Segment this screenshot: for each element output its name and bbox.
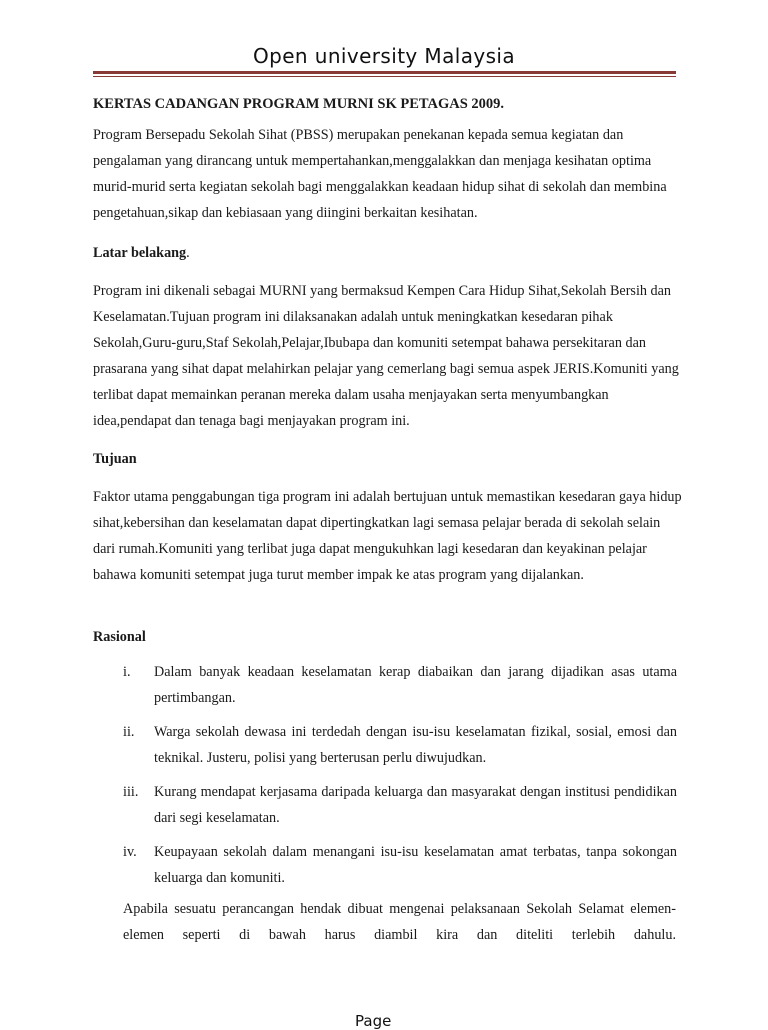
header-rule-thick	[93, 71, 676, 74]
list-item	[93, 839, 677, 891]
rasional-list	[93, 659, 677, 899]
list-item-number: i.	[123, 664, 131, 680]
list-item-text: Warga sekolah dewasa ini terdedah dengan isu-isu keselamatan fizikal, sosial, emosi dan teknikal. Justeru, polisi yang berterusan perlu diwujudkan.	[154, 724, 677, 766]
closing-paragraph: Apabila sesuatu perancangan hendak dibuat mengenai pelaksanaan Sekolah Selamat elemen-elemen seperti di bawah harus diambil kira dan diteliti terlebih dahulu.	[123, 901, 676, 943]
document-title: KERTAS CADANGAN PROGRAM MURNI SK PETAGAS 2009.	[93, 96, 505, 112]
header-rule-thin	[93, 76, 676, 77]
list-item	[93, 779, 677, 831]
list-item-text: Keupayaan sekolah dalam menangani isu-isu keselamatan amat terbatas, tanpa sokongan keluarga dan komuniti.	[154, 844, 677, 886]
list-item-text: Dalam banyak keadaan keselamatan kerap diabaikan dan jarang dijadikan asas utama pertimbangan.	[154, 664, 677, 706]
tujuan-paragraph: Faktor utama penggabungan tiga program ini adalah bertujuan untuk memastikan kesedaran gaya hidup sihat,kebersihan dan keselamatan dapat dipertingkatkan lagi semasa pelajar berada di sekolah selain dari rumah.Komuniti yang terlibat juga dapat mengukuhkan lagi kesedaran dan keyakinan pelajar bahawa komuniti setempat juga turut member impak ke atas program yang dijalankan.	[93, 489, 682, 583]
page-footer-label: Page	[355, 1012, 392, 1030]
latar-belakang-heading-period: .	[186, 245, 190, 261]
tujuan-heading: Tujuan	[93, 451, 137, 467]
rasional-heading: Rasional	[93, 629, 146, 645]
list-item-text: Kurang mendapat kerjasama daripada keluarga dan masyarakat dengan institusi pendidikan dari segi keselamatan.	[154, 784, 677, 826]
page-header-title: Open university Malaysia	[252, 44, 516, 68]
intro-paragraph: Program Bersepadu Sekolah Sihat (PBSS) merupakan penekanan kepada semua kegiatan dan pengalaman yang dirancang untuk mempertahankan,menggalakkan dan menjaga kesihatan optima murid-murid serta kegiatan sekolah bagi menggalakkan keadaan hidup sihat di sekolah dan membina pengetahuan,sikap dan kebiasaan yang diingini berkaitan kesihatan.	[93, 127, 667, 221]
latar-belakang-heading-text: Latar belakang	[93, 245, 187, 261]
latar-belakang-paragraph: Program ini dikenali sebagai MURNI yang bermaksud Kempen Cara Hidup Sihat,Sekolah Bersih dan Keselamatan.Tujuan program ini dilaksanakan adalah untuk meningkatkan kesedaran pihak Sekolah,Guru-guru,Staf Sekolah,Pelajar,Ibubapa dan komuniti setempat bahawa persekitaran dan prasarana yang sihat dapat melahirkan pelajar yang cemerlang bagi semua aspek JERIS.Komuniti yang terlibat dapat memainkan peranan mereka dalam usaha menjayakan serta menyumbangkan idea,pendapat dan tenaga bagi menjayakan program ini.	[93, 283, 679, 429]
latar-belakang-heading	[93, 240, 683, 266]
list-item-number: iii.	[123, 784, 139, 800]
list-item-number: ii.	[123, 724, 135, 740]
list-item-number: iv.	[123, 844, 137, 860]
list-item	[93, 719, 677, 771]
list-item	[93, 659, 677, 711]
